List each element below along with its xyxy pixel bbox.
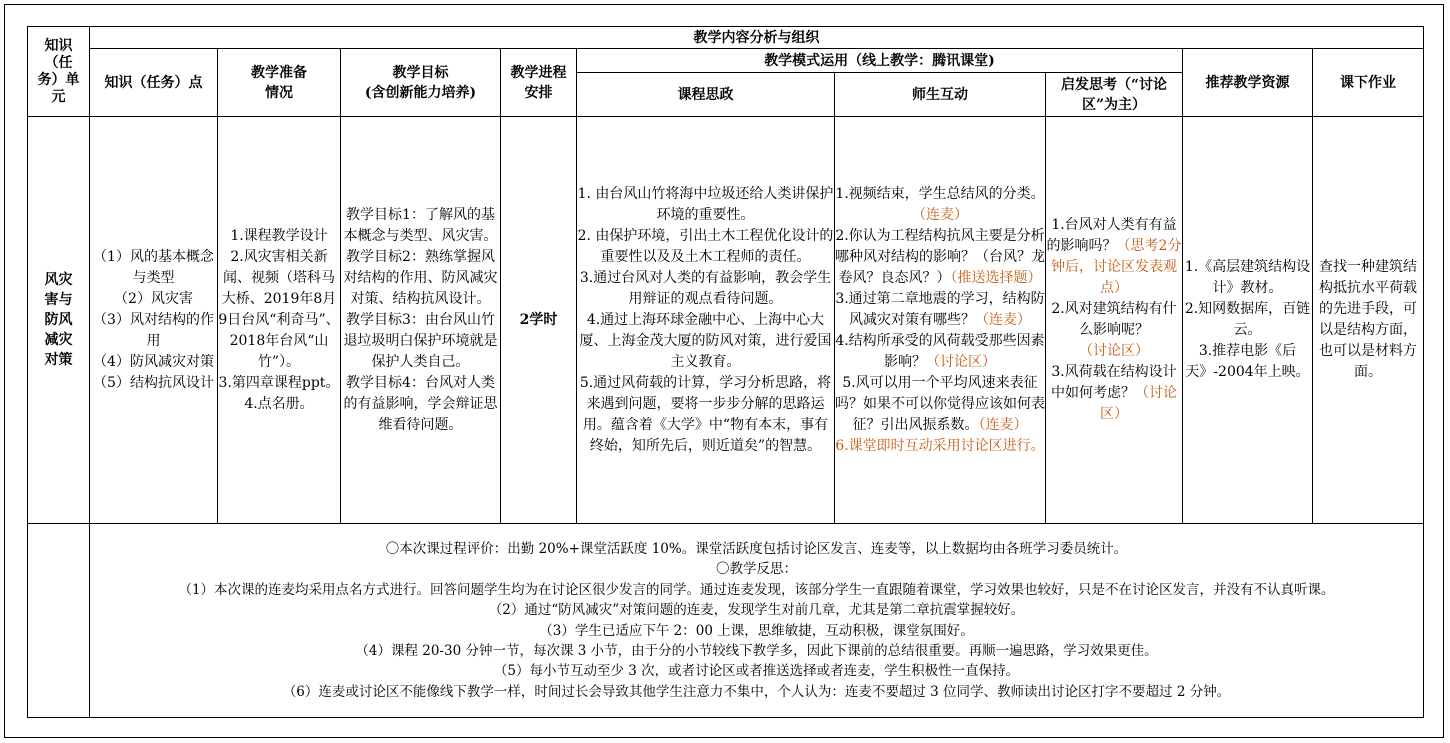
ideology-item: 1. 由台风山竹将海中垃圾还给人类讲保护环境的重要性。: [577, 185, 834, 223]
interaction-item: [835, 373, 1045, 436]
resource-item: 2.知网数据库，百链云。: [1184, 301, 1311, 338]
objectives-cell: [341, 117, 501, 524]
resources-header: 推荐教学资源: [1183, 49, 1313, 117]
ideology-item: 5.通过风荷载的计算，学习分析思路，将来遇到问题，要将一步步分解的思路运用。蕴含着《大学》中“物有本末，事有终始，知所先后，则近道矣”的智慧。: [579, 374, 832, 454]
interaction-mode: （连麦）: [975, 311, 1031, 328]
interaction-mode: 课堂即时互动采用讨论区进行。: [848, 437, 1045, 454]
preparation-cell: [218, 117, 341, 524]
objective-item: 教学目标3：由台风山竹退垃圾明白保护环境就是保护人类自己。: [343, 311, 498, 370]
unit-cell: [28, 117, 90, 524]
schedule-header: [501, 49, 577, 117]
inspiration-item: [1046, 362, 1182, 425]
summary-cell: [90, 524, 1424, 718]
objective-item: 教学目标4：台风对人类的有益影响，学会辩证思维看待问题。: [343, 374, 498, 433]
interaction-mode: （讨论区）: [926, 353, 996, 370]
inspiration-mode: （思考2分钟后，讨论区发表观点）: [1051, 238, 1182, 296]
interaction-item: [835, 289, 1045, 331]
homework-text: 查找一种建筑结构抵抗水平荷载的先进手段，可以是结构方面，也可以是材料方面。: [1319, 259, 1417, 380]
interaction-header: 师生互动: [835, 73, 1046, 117]
knowledge-point: （5）结构抗风设计: [93, 374, 214, 391]
interaction-item: [835, 226, 1045, 289]
knowledge-point: （3）风对结构的作用: [93, 311, 214, 349]
schedule-cell: [501, 117, 577, 524]
objective-item: 教学目标2：熟练掌握风对结构的作用、防风减灾对策、结构抗风设计。: [343, 248, 498, 307]
interaction-item: [835, 184, 1045, 226]
resource-item: 3.推荐电影《后天》-2004年上映。: [1185, 343, 1310, 380]
lesson-hours: 2学时: [519, 311, 558, 328]
preparation-header: [218, 49, 341, 117]
interaction-text: 1.视频结束，学生总结风的分类。: [835, 185, 1045, 202]
evaluation-text: 〇本次课过程评价：出勤 20%+课堂活跃度 10%。课堂活跃度包括讨论区发言、连麦等，以上数据均由各班学习委员统计。: [385, 540, 1128, 557]
knowledge-points-cell: [90, 117, 218, 524]
inspiration-text: 1.台风对人类有有益的影响吗？: [1046, 217, 1177, 254]
objective-item: 教学目标1：了解风的基本概念与类型、风灾害。: [343, 206, 498, 244]
interaction-cell: [835, 117, 1046, 524]
interaction-text: 2.你认为工程结构抗风主要是分析哪种风对结构的影响？（台风？龙卷风？良态风？）: [835, 227, 1045, 286]
ideology-item: 4.通过上海环球金融中心、上海中心大厦、上海金茂大厦的防风对策，进行爱国主义教育。: [579, 311, 832, 370]
summary-spacer: [28, 524, 90, 718]
reflection-item: （1）本次课的连麦均采用点名方式进行。回答问题学生均为在讨论区很少发言的同学。通过连麦发现，该部分学生一直跟随着课堂，学习效果也较好，只是不在讨论区发言，并没有不认真听课。: [178, 581, 1335, 598]
reflection-item: （3）学生已适应下午 2：00 上课，思维敏捷，互动积极，课堂氛围好。: [539, 622, 974, 639]
knowledge-point: （2）风灾害: [114, 290, 193, 307]
inspiration-header: [1046, 73, 1183, 117]
objectives-header-line2: (含创新能力培养): [364, 84, 477, 101]
objectives-header: [341, 49, 501, 117]
homework-cell: [1313, 117, 1424, 524]
mode-title: 教学模式运用（线上教学：腾讯课堂): [577, 49, 1183, 73]
lesson-plan-table: [27, 26, 1424, 718]
reflection-title: 〇教学反思：: [716, 561, 797, 578]
interaction-text: 3.通过第二章地震的学习，结构防风减灾对策有哪些？: [835, 290, 1045, 328]
interaction-text: 6.: [835, 437, 849, 454]
interaction-item: [835, 436, 1045, 457]
knowledge-points-header: 知识（任务）点: [90, 49, 218, 117]
unit-header: [28, 27, 90, 117]
preparation-item: 4.点名册。: [244, 395, 314, 412]
interaction-mode: （连麦）: [912, 206, 968, 223]
inspiration-text: 3.风荷载在结构设计中如何考虑？: [1051, 364, 1177, 401]
unit-name: 风灾害与防风减灾对策: [44, 272, 73, 368]
interaction-item: [835, 331, 1045, 373]
reflection-item: （4）课程 20-30 分钟一节，每次课 3 小节，由于分的小节较线下教学多，因此下课前的总结很重要。再顺一遍思路，学习效果更佳。: [355, 642, 1158, 659]
inspiration-mode: （讨论区）: [1079, 343, 1149, 359]
inspiration-header-text: 启发思考（“讨论区”为主）: [1060, 76, 1168, 113]
reflection-item: （5）每小节互动至少 3 次，或者讨论区或者推送选择或者连麦，学生积极性一直保持。: [493, 663, 1020, 680]
inspiration-mode: （讨论区）: [1100, 385, 1177, 422]
interaction-mode: （推送选择题）: [950, 269, 1042, 286]
ideology-cell: [577, 117, 835, 524]
preparation-item: 3.第四章课程ppt。: [218, 374, 340, 391]
schedule-header-text: 教学进程安排: [510, 64, 567, 101]
resource-item: 1.《高层建筑结构设计》教材。: [1184, 259, 1311, 296]
ideology-item: 3.通过台风对人类的有益影响，教会学生用辩证的观点看待问题。: [579, 269, 832, 307]
resources-cell: [1183, 117, 1313, 524]
reflection-item: （6）连麦或讨论区不能像线下教学一样，时间过长会导致其他学生注意力不集中，个人认为：连麦不要超过 3 位同学、教师读出讨论区打字不要超过 2 分钟。: [282, 683, 1231, 700]
inspiration-item: [1046, 215, 1182, 299]
homework-header: 课下作业: [1313, 49, 1424, 117]
interaction-mode: （连麦）: [978, 416, 1028, 433]
inspiration-cell: [1046, 117, 1183, 524]
preparation-item: 2.风灾害相关新闻、视频（塔科马大桥、2019年8月9日台风“利奇马”、2018年台风“山竹”）。: [218, 248, 340, 370]
preparation-item: 1.课程教学设计: [230, 227, 328, 244]
ideology-item: 2. 由保护环境，引出土木工程优化设计的重要性以及及土木工程师的责任。: [577, 227, 834, 265]
knowledge-point: （4）防风减灾对策: [93, 353, 214, 370]
inspiration-text: 2.风对建筑结构有什么影响呢？: [1051, 301, 1177, 338]
interaction-text: 4.结构所承受的风荷载受那些因素影响？: [835, 332, 1045, 370]
inspiration-item: [1046, 299, 1182, 362]
unit-header-text: 知识（任务）单元: [37, 37, 80, 105]
interaction-text: 5.风可以用一个平均风速来表征吗？如果不可以你觉得应该如何表征？引出风振系数。: [835, 374, 1045, 433]
reflection-item: （2）通过“防风减灾”对策问题的连麦，发现学生对前几章，尤其是第二章抗震掌握较好。: [488, 602, 1025, 619]
analysis-title: 教学内容分析与组织: [90, 27, 1424, 49]
ideology-header: 课程思政: [577, 73, 835, 117]
knowledge-point: （1）风的基本概念与类型: [93, 248, 214, 286]
preparation-header-text: 教学准备情况: [251, 64, 307, 101]
objectives-header-line1: 教学目标: [392, 64, 449, 81]
